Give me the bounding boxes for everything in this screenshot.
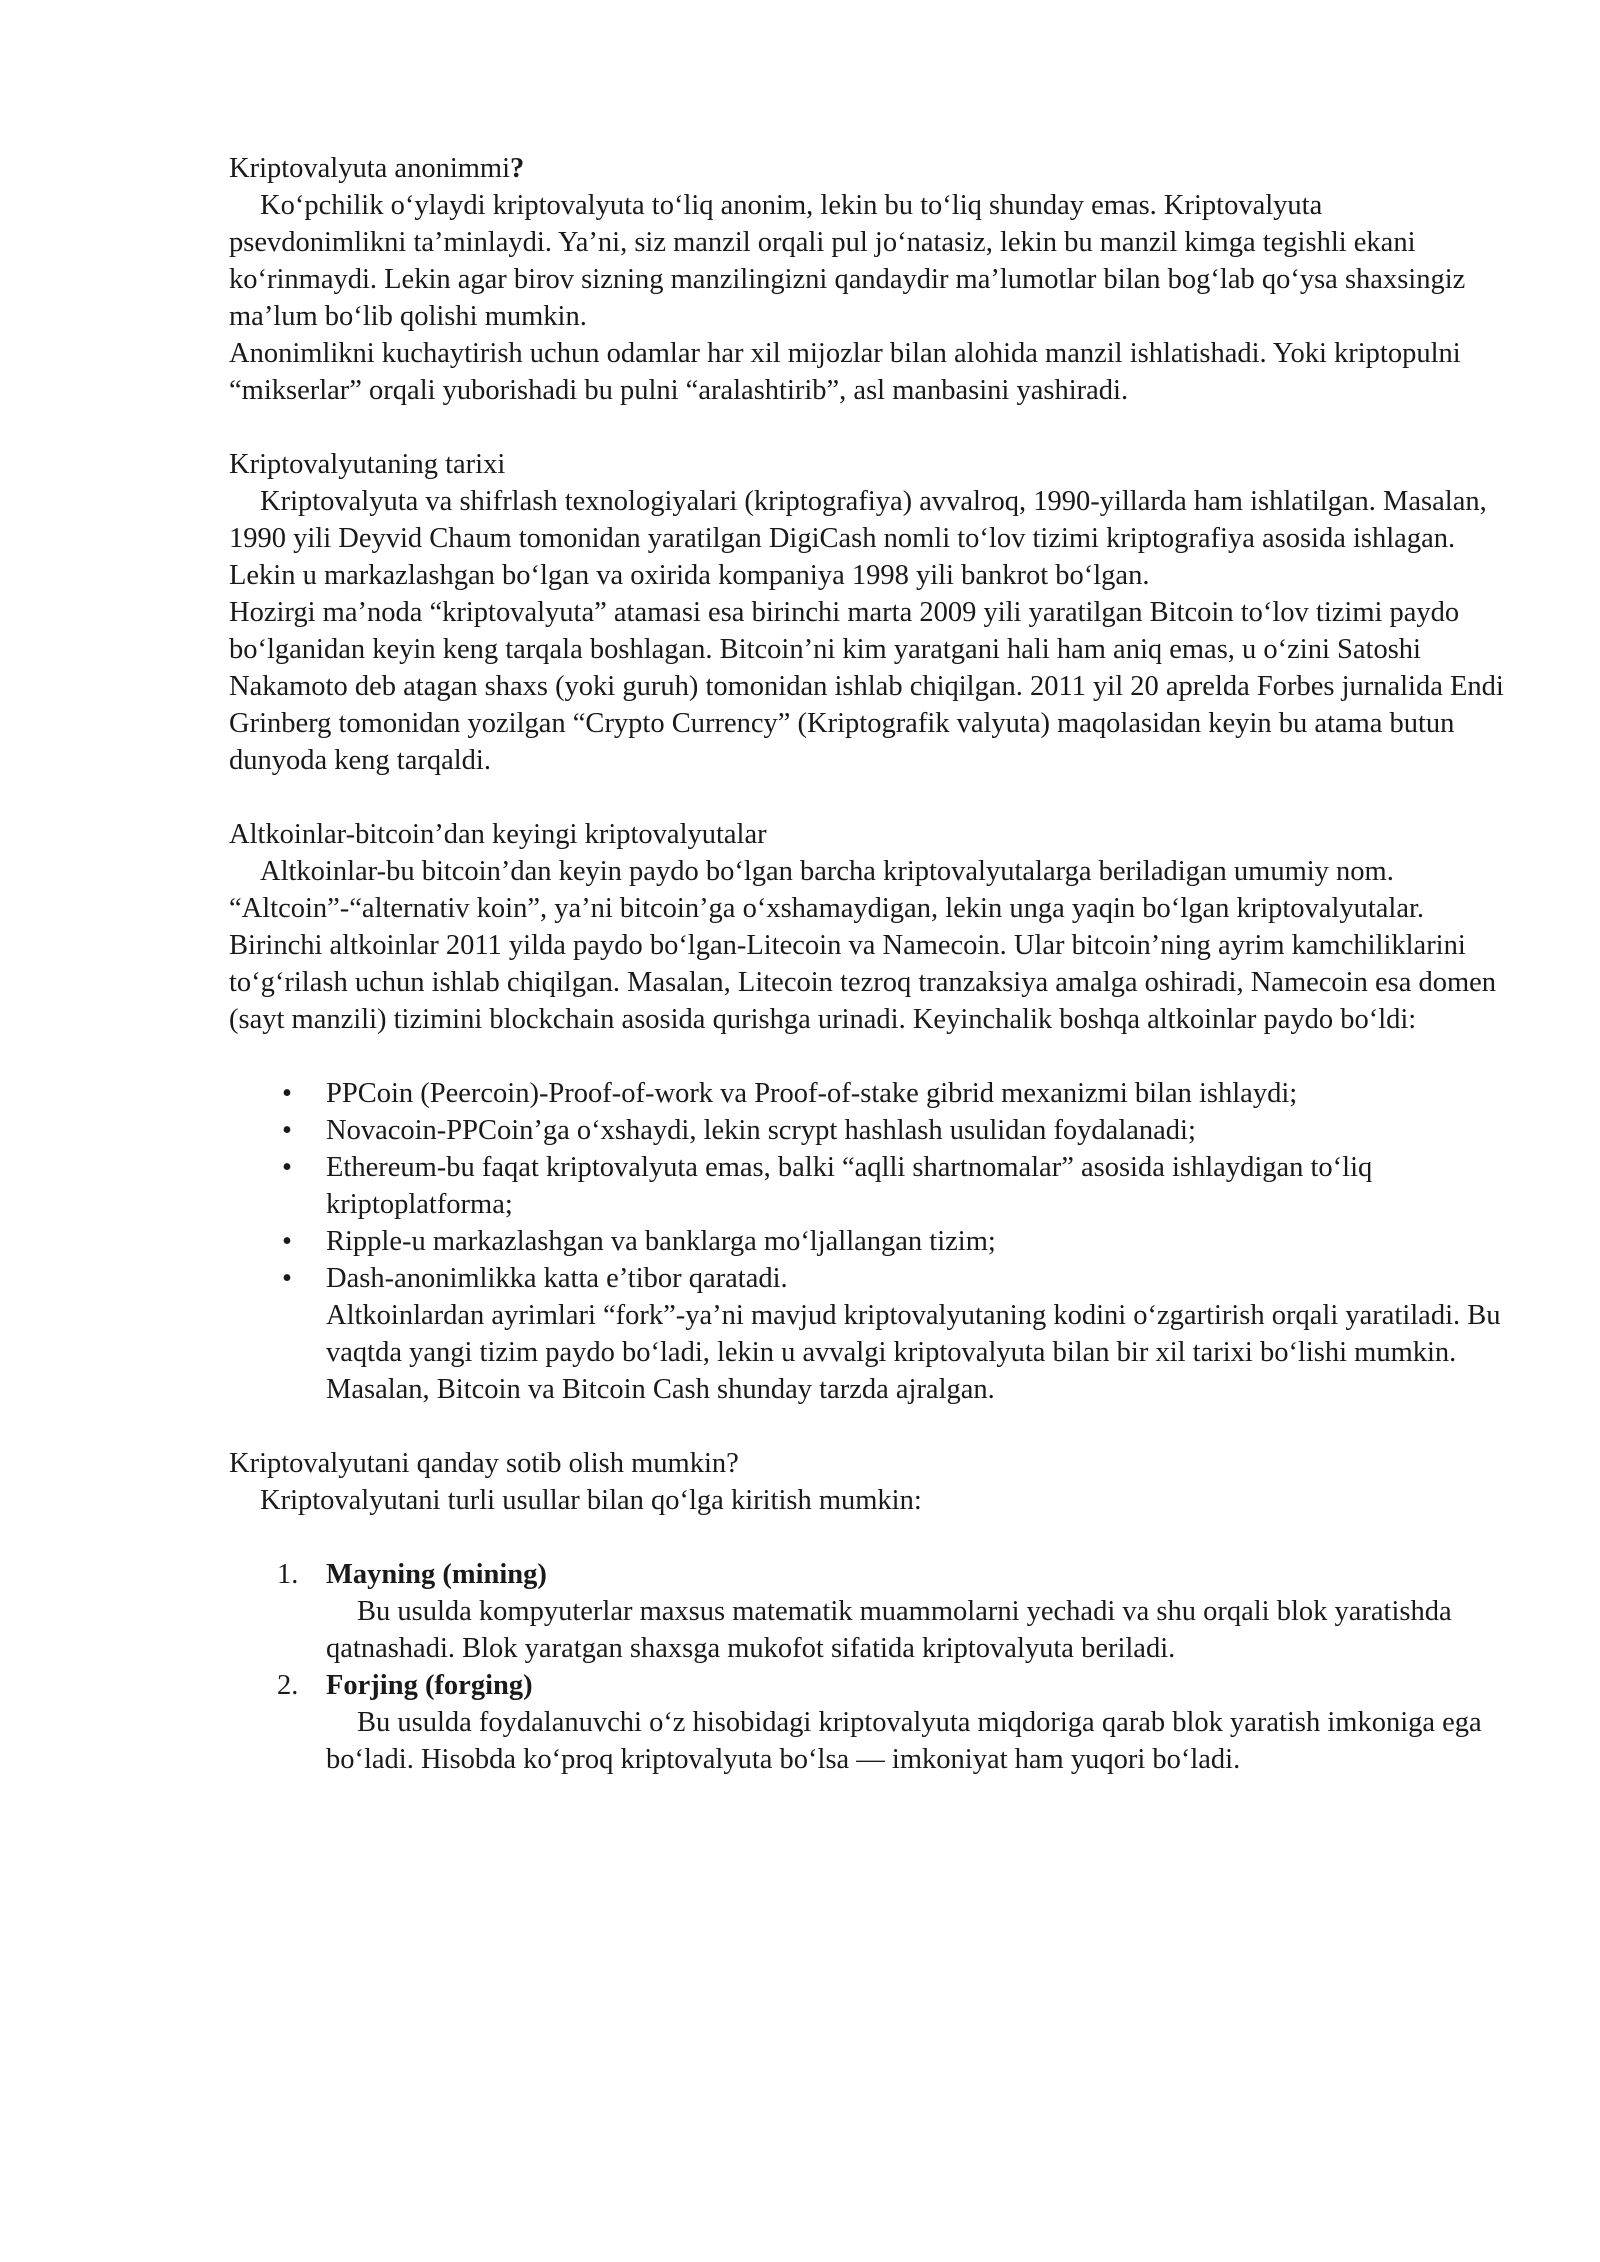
list-item-text: PPCoin (Peercoin)-Proof-of-work va Proof-of-stake gibrid mexanizmi bilan ishlaydi;	[326, 1078, 1298, 1109]
methods-list	[229, 1556, 1504, 1778]
list-number: 2.	[277, 1670, 299, 1701]
list-item-text: Ripple-u markazlashgan va banklarga mo‘ljallangan tizim;	[326, 1226, 996, 1257]
spacer	[229, 1038, 1504, 1075]
bullet-icon: •	[282, 1078, 292, 1109]
section-heading-anonymity	[229, 150, 1504, 187]
spacer	[229, 1408, 1504, 1445]
document-body	[229, 150, 1504, 1778]
paragraph: Altkoinlar-bu bitcoin’dan keyin paydo bo‘lgan barcha kriptovalyutalarga beriladigan umumiy nom. “Altcoin”-“alternativ koin”, ya’ni bitcoin’ga o‘xshamaydigan, lekin unga yaqin bo‘lgan kriptovalyutalar.	[229, 856, 1425, 924]
list-item	[229, 1556, 1504, 1667]
list-item	[229, 1223, 1504, 1260]
section-heading-altcoins: Altkoinlar-bitcoin’dan keyingi kriptovalyutalar	[229, 819, 767, 850]
list-item-body: Bu usulda foydalanuvchi o‘z hisobidagi kriptovalyuta miqdoriga qarab blok yaratish imkoniga ega bo‘ladi. Hisobda ko‘proq kriptovalyuta bo‘lsa — imkoniyat ham yuqori bo‘ladi.	[326, 1707, 1482, 1775]
bullet-icon: •	[282, 1263, 292, 1294]
spacer	[229, 1519, 1504, 1556]
altcoin-list	[229, 1075, 1504, 1297]
spacer	[229, 779, 1504, 816]
paragraph: Anonimlikni kuchaytirish uchun odamlar har xil mijozlar bilan alohida manzil ishlatishadi. Yoki kriptopulni “mikserlar” orqali yuborishadi bu pulni “aralashtirib”, asl manbasini yashiradi.	[229, 338, 1461, 406]
list-item-text: Dash-anonimlikka katta e’tibor qaratadi.	[326, 1263, 788, 1294]
section-heading-history: Kriptovalyutaning tarixi	[229, 449, 506, 480]
spacer	[229, 409, 1504, 446]
list-item	[229, 1112, 1504, 1149]
list-item-body: Bu usulda kompyuterlar maxsus matematik muammolarni yechadi va shu orqali blok yaratishda qatnashadi. Blok yaratgan shaxsga mukofot sifatida kriptovalyuta beriladi.	[326, 1596, 1452, 1664]
paragraph: Altkoinlardan ayrimlari “fork”-ya’ni mavjud kriptovalyutaning kodini o‘zgartirish orqali yaratiladi. Bu vaqtda yangi tizim paydo bo‘ladi, lekin u avvalgi kriptovalyuta bilan bir xil tarixi bo‘lishi mumkin. Masalan, Bitcoin va Bitcoin Cash shunday tarzda ajralgan.	[326, 1300, 1501, 1405]
paragraph: Birinchi altkoinlar 2011 yilda paydo bo‘lgan-Litecoin va Namecoin. Ular bitcoin’ning ayrim kamchiliklarini to‘g‘rilash uchun ishlab chiqilgan. Masalan, Litecoin tezroq tranzaksiya amalga oshiradi, Namecoin esa domen (sayt manzili) tizimini blockchain asosida qurishga urinadi. Keyinchalik boshqa altkoinlar paydo bo‘ldi:	[229, 930, 1497, 1035]
section-heading-buying: Kriptovalyutani qanday sotib olish mumkin?	[229, 1448, 739, 1479]
bullet-icon: •	[282, 1226, 292, 1257]
paragraph: Kriptovalyuta va shifrlash texnologiyalari (kriptografiya) avvalroq, 1990-yillarda ham ishlatilgan. Masalan, 1990 yili Deyvid Chaum tomonidan yaratilgan DigiCash nomli to‘lov tizimi kriptografiya asosida ishlagan. Lekin u markazlashgan bo‘lgan va oxirida kompaniya 1998 yili bankrot bo‘lgan.	[229, 486, 1487, 591]
list-item-text: Ethereum-bu faqat kriptovalyuta emas, balki “aqlli shartnomalar” asosida ishlaydigan to‘liq kriptoplatforma;	[326, 1152, 1373, 1220]
paragraph: Hozirgi ma’noda “kriptovalyuta” atamasi esa birinchi marta 2009 yili yaratilgan Bitcoin to‘lov tizimi paydo bo‘lganidan keyin keng tarqala boshlagan. Bitcoin’ni kim yaratgani hali ham aniq emas, u o‘zini Satoshi Nakamoto deb atagan shaxs (yoki guruh) tomonidan ishlab chiqilgan. 2011 yil 20 aprelda Forbes jurnalida Endi Grinberg tomonidan yozilgan “Crypto Currency” (Kriptografik valyuta) maqolasidan keyin bu atama butun dunyoda keng tarqaldi.	[229, 597, 1504, 776]
heading-question-mark: ?	[510, 153, 525, 184]
list-item-title: Mayning (mining)	[326, 1559, 547, 1590]
list-item-title: Forjing (forging)	[326, 1670, 533, 1701]
heading-text: Kriptovalyuta anonimmi	[229, 153, 510, 184]
bullet-icon: •	[282, 1115, 292, 1146]
list-item	[229, 1667, 1504, 1778]
bullet-icon: •	[282, 1152, 292, 1183]
list-item-text: Novacoin-PPCoin’ga o‘xshaydi, lekin scrypt hashlash usulidan foydalanadi;	[326, 1115, 1196, 1146]
list-item	[229, 1075, 1504, 1112]
list-item	[229, 1260, 1504, 1297]
list-number: 1.	[277, 1559, 299, 1590]
paragraph: Kriptovalyutani turli usullar bilan qo‘lga kiritish mumkin:	[260, 1485, 922, 1516]
paragraph: Ko‘pchilik o‘ylaydi kriptovalyuta to‘liq anonim, lekin bu to‘liq shunday emas. Kriptovalyuta psevdonimlikni ta’minlaydi. Ya’ni, siz manzil orqali pul jo‘natasiz, lekin bu manzil kimga tegishli ekani ko‘rinmaydi. Lekin agar birov sizning manzilingizni qandaydir ma’lumotlar bilan bog‘lab qo‘ysa shaxsingiz ma’lum bo‘lib qolishi mumkin.	[229, 190, 1466, 332]
list-item	[229, 1149, 1504, 1223]
